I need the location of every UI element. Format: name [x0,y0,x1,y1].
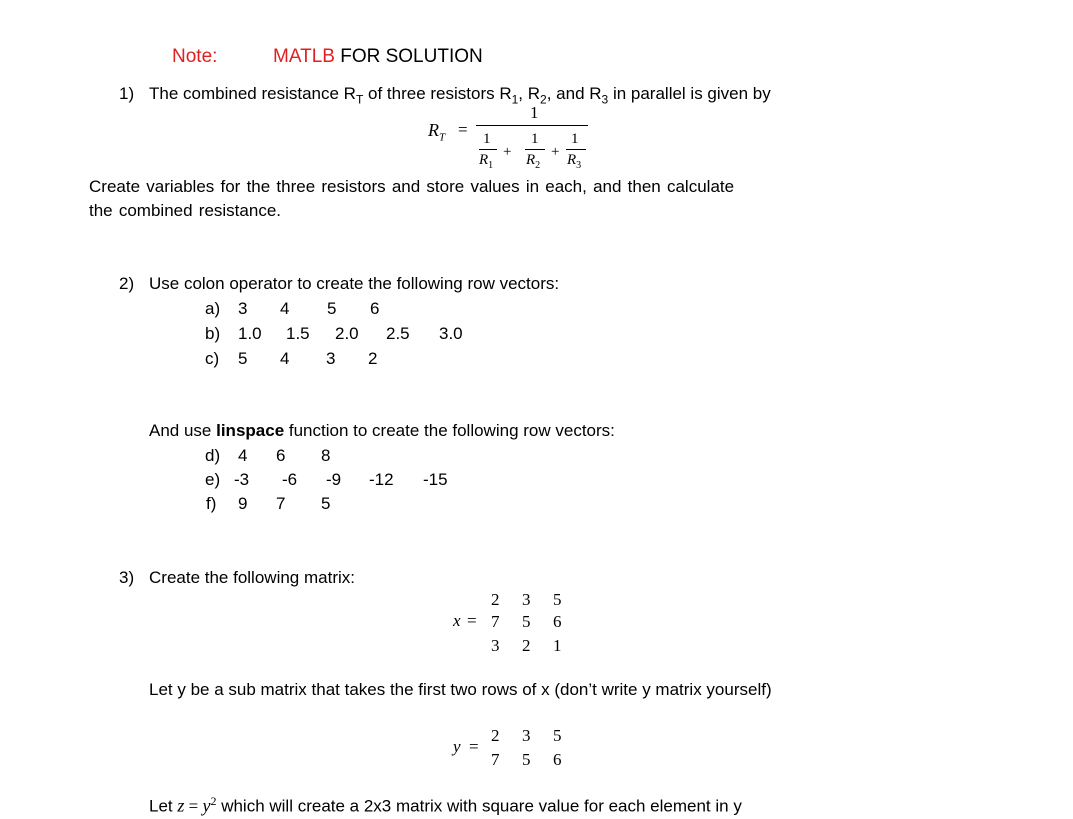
x-r1c3: 5 [553,590,562,609]
q2-c-label: c) [205,349,220,368]
formula-numerator: 1 [530,103,539,122]
z-text-rest: which will create a 2x3 matrix with square value for each element in y [216,796,742,816]
q2-f-v3: 5 [321,494,331,513]
z-exponent: 2 [210,794,217,808]
q2-e-label: e) [205,470,221,489]
q1-sub-3: 3 [601,92,609,107]
q3-intro: Create the following matrix: [149,568,355,587]
q3-z-text [149,795,742,815]
q2-a-v2: 4 [280,299,290,318]
q2-c-v4: 2 [368,349,378,368]
q2-b-v4: 2.5 [386,324,410,343]
frac3-bar [566,149,586,150]
plus-2: + [551,144,560,160]
q1-sub-t: T [355,92,364,107]
q2-linspace-b: function to create the following row vectors: [284,421,615,440]
x-r1c2: 3 [522,590,531,609]
q2-a-label: a) [205,299,221,318]
q2-linspace-a: And use [149,421,217,440]
q1-intro-a: The combined resistance R [149,84,356,103]
q2-b-v5: 3.0 [439,324,463,343]
frac1-bar [479,149,497,150]
q2-a-v4: 6 [370,299,380,318]
q2-e-v4: -12 [369,470,394,489]
z-equals: = [184,796,203,816]
x-r3c2: 2 [522,636,531,655]
q1-intro-e: in parallel is given by [608,84,771,103]
x-r3c3: 1 [553,636,562,655]
q2-f-v2: 7 [276,494,286,513]
formula-lhs-sub: T [439,131,446,144]
y-r2c2: 5 [522,750,531,769]
y-r1c3: 5 [553,726,562,745]
y-label: y [453,737,461,756]
formula-main-bar [476,125,588,126]
x-r2c1: 7 [491,612,500,631]
q2-b-v1: 1.0 [238,324,262,343]
frac2-bar [525,149,545,150]
frac1-num: 1 [483,131,491,147]
q1-line1: Create variables for the three resistors and store values in each, and then calculate [89,177,735,196]
q1-intro-c: , R [518,84,541,103]
frac2-den [526,153,540,171]
note-title-red: MATLB [273,46,335,67]
y-r1c2: 3 [522,726,531,745]
q2-b-v3: 2.0 [335,324,359,343]
formula-lhs-r: R [428,120,439,140]
frac2-den-r: R [526,152,536,168]
q2-c-v3: 3 [326,349,336,368]
q2-b-label: b) [205,324,221,343]
frac1-den-sub: 1 [488,160,494,171]
q2-e-v1: -3 [234,470,250,489]
plus-1: + [503,144,512,160]
frac3-den-r: R [567,152,577,168]
q2-c-v2: 4 [280,349,290,368]
frac1-den [479,153,493,171]
q1-sub-1: 1 [511,92,519,107]
y-r2c1: 7 [491,750,500,769]
q2-a-v1: 3 [238,299,248,318]
frac2-den-sub: 2 [535,160,541,171]
z-var: z [177,795,185,816]
q1-sub-2: 2 [540,92,547,107]
q1-intro-d: , and R [546,84,602,103]
q2-f-v1: 9 [238,494,248,513]
formula-equals: = [458,120,468,139]
x-r2c2: 5 [522,612,531,631]
q2-intro: Use colon operator to create the following row vectors: [149,274,560,293]
note-title [273,47,483,66]
q2-e-v5: -15 [423,470,448,489]
q2-d-v2: 6 [276,446,286,465]
frac3-num: 1 [571,131,579,147]
x-equals: = [467,611,477,630]
formula-lhs [428,121,445,144]
q1-intro [149,85,771,105]
q2-d-v1: 4 [238,446,248,465]
x-r3c1: 3 [491,636,500,655]
x-r2c3: 6 [553,612,562,631]
note-title-black: FOR SOLUTION [340,46,483,67]
q2-linspace-intro [149,422,615,439]
x-label: x [453,611,461,630]
frac1-den-r: R [479,152,489,168]
q2-f-label: f) [206,494,217,513]
z-y-var: y [202,795,211,816]
frac2-num: 1 [531,131,539,147]
z-text-a: Let [149,796,178,816]
q2-e-v2: -6 [282,470,298,489]
q1-line2: the combined resistance. [89,201,281,220]
q2-a-v3: 5 [327,299,337,318]
frac3-den [567,153,581,171]
q2-linspace-bold: linspace [216,421,285,440]
y-equals: = [469,737,479,756]
q2-e-v3: -9 [326,470,342,489]
y-r1c1: 2 [491,726,500,745]
q2-b-v2: 1.5 [286,324,310,343]
q2-number: 2) [119,274,135,293]
q2-d-v3: 8 [321,446,331,465]
q3-number: 3) [119,568,135,587]
frac3-den-sub: 3 [576,160,582,171]
q1-number: 1) [119,84,135,103]
q2-c-v1: 5 [238,349,248,368]
q1-intro-b: of three resistors R [363,84,512,103]
q2-d-label: d) [205,446,221,465]
y-r2c3: 6 [553,750,562,769]
q3-sub-text: Let y be a sub matrix that takes the first two rows of x (don’t write y matrix yourself) [149,680,772,699]
note-label: Note: [172,46,218,67]
x-r1c1: 2 [491,590,500,609]
